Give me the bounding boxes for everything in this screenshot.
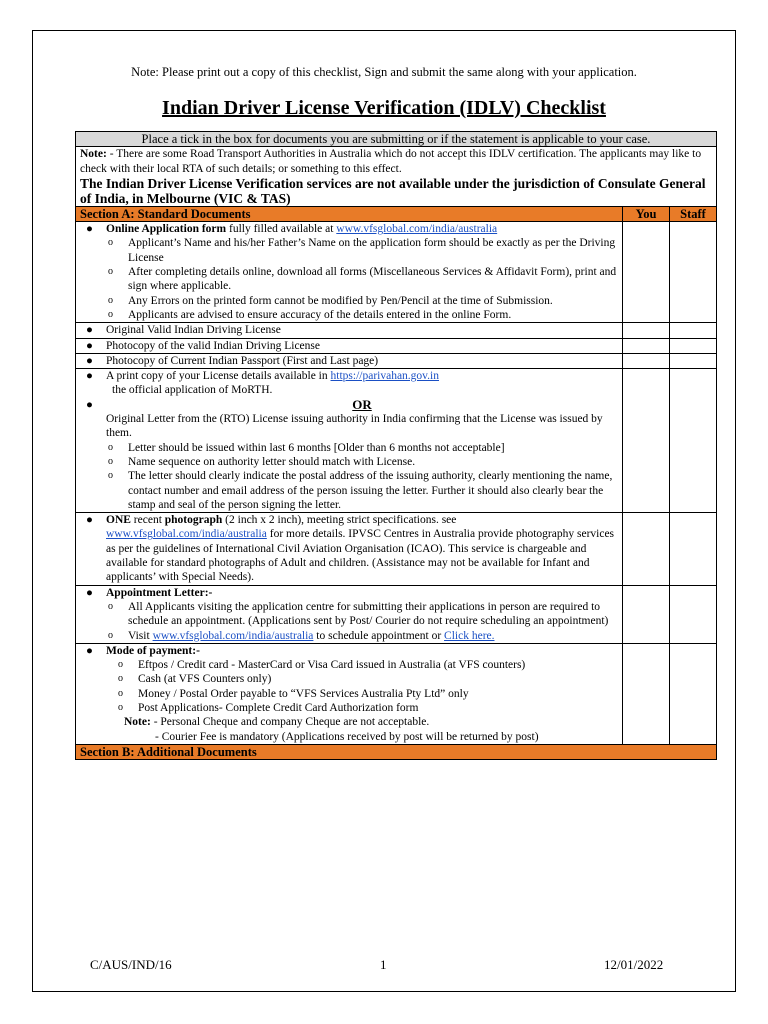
list-item xyxy=(80,586,618,600)
print-note: Note: Please print out a copy of this checklist, Sign and submit the same along with your application. xyxy=(131,65,637,79)
sub-item-text: All Applicants visiting the application centre for submitting their applications in person are required to schedule an appointment. (Applications sent by Post/ Courier do not require scheduling an appointment) xyxy=(128,600,609,628)
bullet-icon: ● xyxy=(86,370,93,383)
item-text: recent xyxy=(130,514,165,527)
checklist-row xyxy=(76,338,717,353)
you-column-header: You xyxy=(623,206,670,221)
note-bold-text: The Indian Driver License Verification services are not available under the jurisdiction of Consulate General of India, in Melbourne (VIC & TAS) xyxy=(80,175,706,206)
bullet-icon: ● xyxy=(86,398,93,411)
list-item xyxy=(80,513,618,527)
sub-item-text: Name sequence on authority letter should match with License. xyxy=(128,455,416,468)
sub-item-text: Applicants are advised to ensure accuracy of the details entered in the online Form. xyxy=(128,308,512,321)
sub-bullet-icon: o xyxy=(108,455,113,467)
sub-bullet-icon: o xyxy=(118,659,123,671)
sub-bullet-icon: o xyxy=(108,237,113,249)
you-tick-box[interactable] xyxy=(623,643,670,744)
you-tick-box[interactable] xyxy=(623,513,670,585)
you-tick-box[interactable] xyxy=(623,585,670,643)
sub-item-text: Applicant’s Name and his/her Father’s Name on the application form should be exactly as per the Driving License xyxy=(128,237,616,264)
staff-tick-box[interactable] xyxy=(670,513,717,585)
checklist-row xyxy=(76,323,717,338)
instruction-text: Place a tick in the box for documents you are submitting or if the statement is applicable to your case. xyxy=(141,132,651,146)
sub-bullet-icon: o xyxy=(108,441,113,453)
sub-item xyxy=(80,629,618,643)
section-a-header xyxy=(76,206,717,221)
list-item xyxy=(80,369,618,383)
note-text: - Personal Cheque and company Cheque are not acceptable. xyxy=(150,716,430,729)
checklist-row xyxy=(76,353,717,368)
you-tick-box[interactable] xyxy=(623,338,670,353)
item-text: Original Valid Indian Driving License xyxy=(106,324,281,337)
item-text: fully filled available at xyxy=(226,223,337,236)
sub-bullet-icon: o xyxy=(108,308,113,320)
sub-item xyxy=(80,236,618,265)
bullet-icon: ● xyxy=(86,644,93,657)
parivahan-link[interactable]: https://parivahan.gov.in xyxy=(330,370,440,383)
you-tick-box[interactable] xyxy=(623,222,670,323)
sub-item xyxy=(80,600,618,629)
sub-bullet-icon: o xyxy=(108,266,113,278)
payment-note xyxy=(80,715,618,729)
sub-bullet-icon: o xyxy=(118,701,123,713)
you-tick-box[interactable] xyxy=(623,353,670,368)
item-text: Photocopy of Current Indian Passport (First and Last page) xyxy=(106,354,379,367)
sub-item-text: to schedule appointment or xyxy=(313,629,445,642)
sub-item xyxy=(80,672,618,686)
staff-tick-box[interactable] xyxy=(670,585,717,643)
staff-tick-box[interactable] xyxy=(670,338,717,353)
item-text: Photocopy of the valid Indian Driving License xyxy=(106,339,320,352)
staff-column-header: Staff xyxy=(670,206,717,221)
page-title: Indian Driver License Verification (IDLV) Checklist xyxy=(162,97,606,119)
or-label: OR xyxy=(352,396,372,412)
instruction-row xyxy=(76,132,717,147)
sub-bullet-icon: o xyxy=(108,629,113,641)
note-row xyxy=(76,147,717,207)
vfs-link[interactable]: www.vfsglobal.com/india/australia xyxy=(152,629,314,642)
sub-bullet-icon: o xyxy=(108,600,113,612)
list-item xyxy=(80,354,618,368)
sub-item xyxy=(80,308,618,322)
bullet-icon: ● xyxy=(86,514,93,527)
list-item xyxy=(80,339,618,353)
sub-item xyxy=(80,687,618,701)
staff-tick-box[interactable] xyxy=(670,353,717,368)
sub-item-text: After completing details online, download all forms (Miscellaneous Services & Affidavit Form), print and sign where applicable. xyxy=(128,266,617,293)
note-text: - There are some Road Transport Authorities in Australia which do not accept this IDLV certification. The applicants may like to check with their local RTA of such details; or something to this effect. xyxy=(80,148,702,175)
note-label: Note: xyxy=(124,716,151,729)
sub-bullet-icon: o xyxy=(108,294,113,306)
sub-item-text: Visit xyxy=(128,629,153,642)
you-tick-box[interactable] xyxy=(623,323,670,338)
staff-tick-box[interactable] xyxy=(670,222,717,323)
footer-page-number: 1 xyxy=(380,957,387,972)
sub-item-text: Money / Postal Order payable to “VFS Services Australia Pty Ltd” only xyxy=(138,687,469,700)
checklist-table xyxy=(75,131,717,760)
sub-item-text: Cash (at VFS Counters only) xyxy=(138,673,272,686)
or-line xyxy=(80,398,618,412)
sub-item xyxy=(80,701,618,715)
item-lead: Mode of payment:- xyxy=(106,644,200,657)
staff-tick-box[interactable] xyxy=(670,643,717,744)
item-lead: photograph xyxy=(164,514,223,527)
item-text: for more details. IPVSC Centres in Australia provide photography services as per the guidelines of International Civil Aviation Organisation (ICAO). This service is chargeable and available for standard photographs of Adult and children. (Assistance may not be available for Infant and applicants’ with Special Needs). xyxy=(106,528,615,584)
footer-date: 12/01/2022 xyxy=(604,957,664,972)
sub-bullet-icon: o xyxy=(108,470,113,482)
checklist-row xyxy=(76,585,717,643)
list-item xyxy=(80,222,618,236)
sub-bullet-icon: o xyxy=(118,673,123,685)
sub-item-text: Post Applications- Complete Credit Card Authorization form xyxy=(138,701,419,714)
click-here-link[interactable]: Click here. xyxy=(444,629,495,642)
sub-item xyxy=(80,658,618,672)
bullet-icon: ● xyxy=(86,354,93,367)
sub-item xyxy=(80,265,618,294)
item-lead: Online Application form xyxy=(106,223,227,236)
sub-item xyxy=(80,469,618,512)
sub-item xyxy=(80,294,618,308)
item-text: (2 inch x 2 inch), meeting strict specifications. see xyxy=(222,514,457,527)
checklist-row xyxy=(76,643,717,744)
bullet-icon: ● xyxy=(86,339,93,352)
checklist-row xyxy=(76,513,717,585)
checklist-row xyxy=(76,369,717,513)
item-text: A print copy of your License details available in xyxy=(106,370,331,383)
sub-item-text: Any Errors on the printed form cannot be modified by Pen/Pencil at the time of Submission. xyxy=(128,294,553,307)
sub-item xyxy=(80,441,618,455)
list-item xyxy=(80,323,618,337)
item-text: Original Letter from the (RTO) License issuing authority in India confirming that the License was issued by them. xyxy=(106,413,603,440)
bullet-icon: ● xyxy=(86,324,93,337)
list-item xyxy=(80,644,618,658)
item-lead: ONE xyxy=(106,514,131,527)
section-b-title: Section B: Additional Documents xyxy=(76,744,717,759)
vfs-link[interactable]: www.vfsglobal.com/india/australia xyxy=(106,528,267,541)
section-b-header xyxy=(76,744,717,759)
sub-item-text: Letter should be issued within last 6 months [Older than 6 months not acceptable] xyxy=(128,441,505,454)
vfs-link[interactable]: www.vfsglobal.com/india/australia xyxy=(336,223,498,236)
payment-note: - Courier Fee is mandatory (Applications received by post will be returned by post) xyxy=(155,730,539,743)
item-lead: Appointment Letter:- xyxy=(106,586,213,599)
sub-item xyxy=(80,455,618,469)
sub-bullet-icon: o xyxy=(118,687,123,699)
bullet-icon: ● xyxy=(86,586,93,599)
section-a-title: Section A: Standard Documents xyxy=(76,206,623,221)
checklist-row xyxy=(76,222,717,323)
bullet-icon: ● xyxy=(86,223,93,236)
staff-tick-box[interactable] xyxy=(670,323,717,338)
you-tick-box[interactable] xyxy=(623,369,670,513)
item-text-block xyxy=(80,527,618,584)
footer-code: C/AUS/IND/16 xyxy=(90,957,172,972)
note-label: Note: xyxy=(80,148,107,161)
item-line: the official application of MoRTH. xyxy=(112,384,273,397)
sub-item-text: Eftpos / Credit card - MasterCard or Visa Card issued in Australia (at VFS counters) xyxy=(138,659,526,672)
sub-item-text: The letter should clearly indicate the postal address of the issuing authority, clearly mentioning the name, contact number and email address of the person issuing the letter. Further it should also clearly bear the stamp and seal of the person signing the letter. xyxy=(128,470,613,511)
staff-tick-box[interactable] xyxy=(670,369,717,513)
